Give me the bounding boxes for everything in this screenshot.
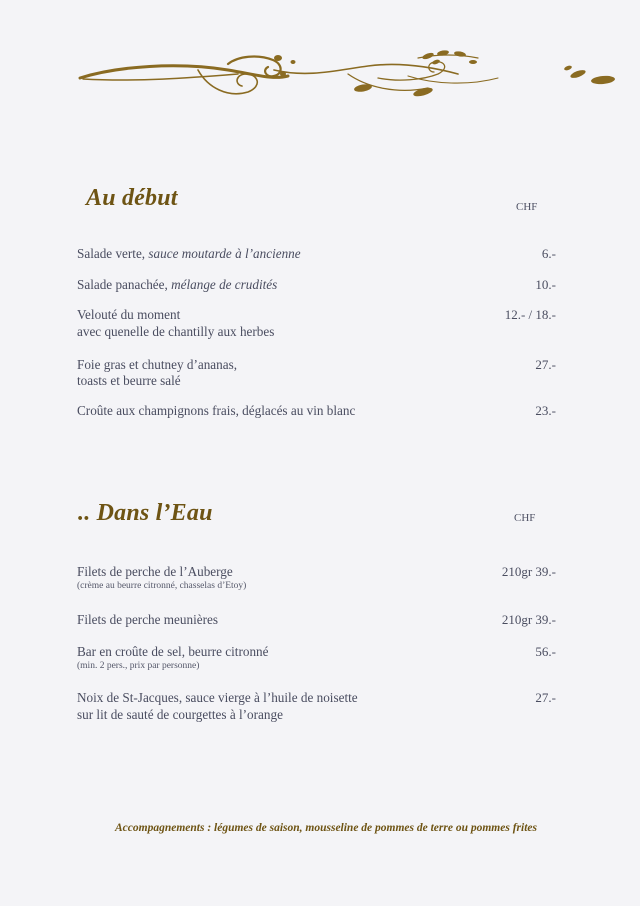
menu-item-price: 6.- (541, 246, 556, 261)
currency-label: CHF (514, 512, 536, 524)
menu-item-name: Filets de perche de l’Auberge (77, 564, 233, 579)
menu-item-price: 56.- (535, 644, 556, 659)
menu-item-price: 23.- (535, 403, 556, 418)
flourish-ornament-icon (78, 48, 623, 110)
menu-item-name: Foie gras et chutney d’ananas, (77, 357, 238, 372)
menu-item-note: (crème au beurre citronné, chasselas d’Etoy) (77, 581, 247, 591)
menu-item-price: 210gr 39.- (501, 612, 556, 627)
menu-item-name: Croûte aux champignons frais, déglacés au vin blanc (77, 403, 356, 418)
section-title: .. Dans l’Eau (78, 500, 213, 526)
menu-item-name: Velouté du moment (77, 307, 181, 322)
menu-item-price: 10.- (535, 277, 556, 292)
menu-item-name: Noix de St-Jacques, sauce vierge à l’huile de noisette (77, 690, 358, 705)
menu-item-description: sauce moutarde à l’ancienne (148, 246, 301, 261)
menu-item-line2: sur lit de sauté de courgettes à l’orange (77, 707, 283, 722)
menu-item-name: Filets de perche meunières (77, 612, 218, 627)
menu-item-line2: avec quenelle de chantilly aux herbes (77, 324, 275, 339)
menu-item-note: (min. 2 pers., prix par personne) (77, 661, 200, 671)
accompaniments-footer: Accompagnements : légumes de saison, mousseline de pommes de terre ou pommes frites (115, 822, 537, 834)
menu-item-description: mélange de crudités (171, 277, 278, 292)
section-title: Au début (86, 185, 178, 211)
menu-item-price: 210gr 39.- (501, 564, 556, 579)
menu-item-name: Salade panachée, mélange de crudités (77, 277, 278, 292)
menu-item-price: 12.- / 18.- (504, 307, 556, 322)
menu-item-name: Salade verte, sauce moutarde à l’ancienne (77, 246, 301, 261)
menu-item-name: Bar en croûte de sel, beurre citronné (77, 644, 269, 659)
menu-item-line2: toasts et beurre salé (77, 373, 181, 388)
currency-label: CHF (516, 201, 538, 213)
menu-item-price: 27.- (535, 690, 556, 705)
menu-item-price: 27.- (535, 357, 556, 372)
